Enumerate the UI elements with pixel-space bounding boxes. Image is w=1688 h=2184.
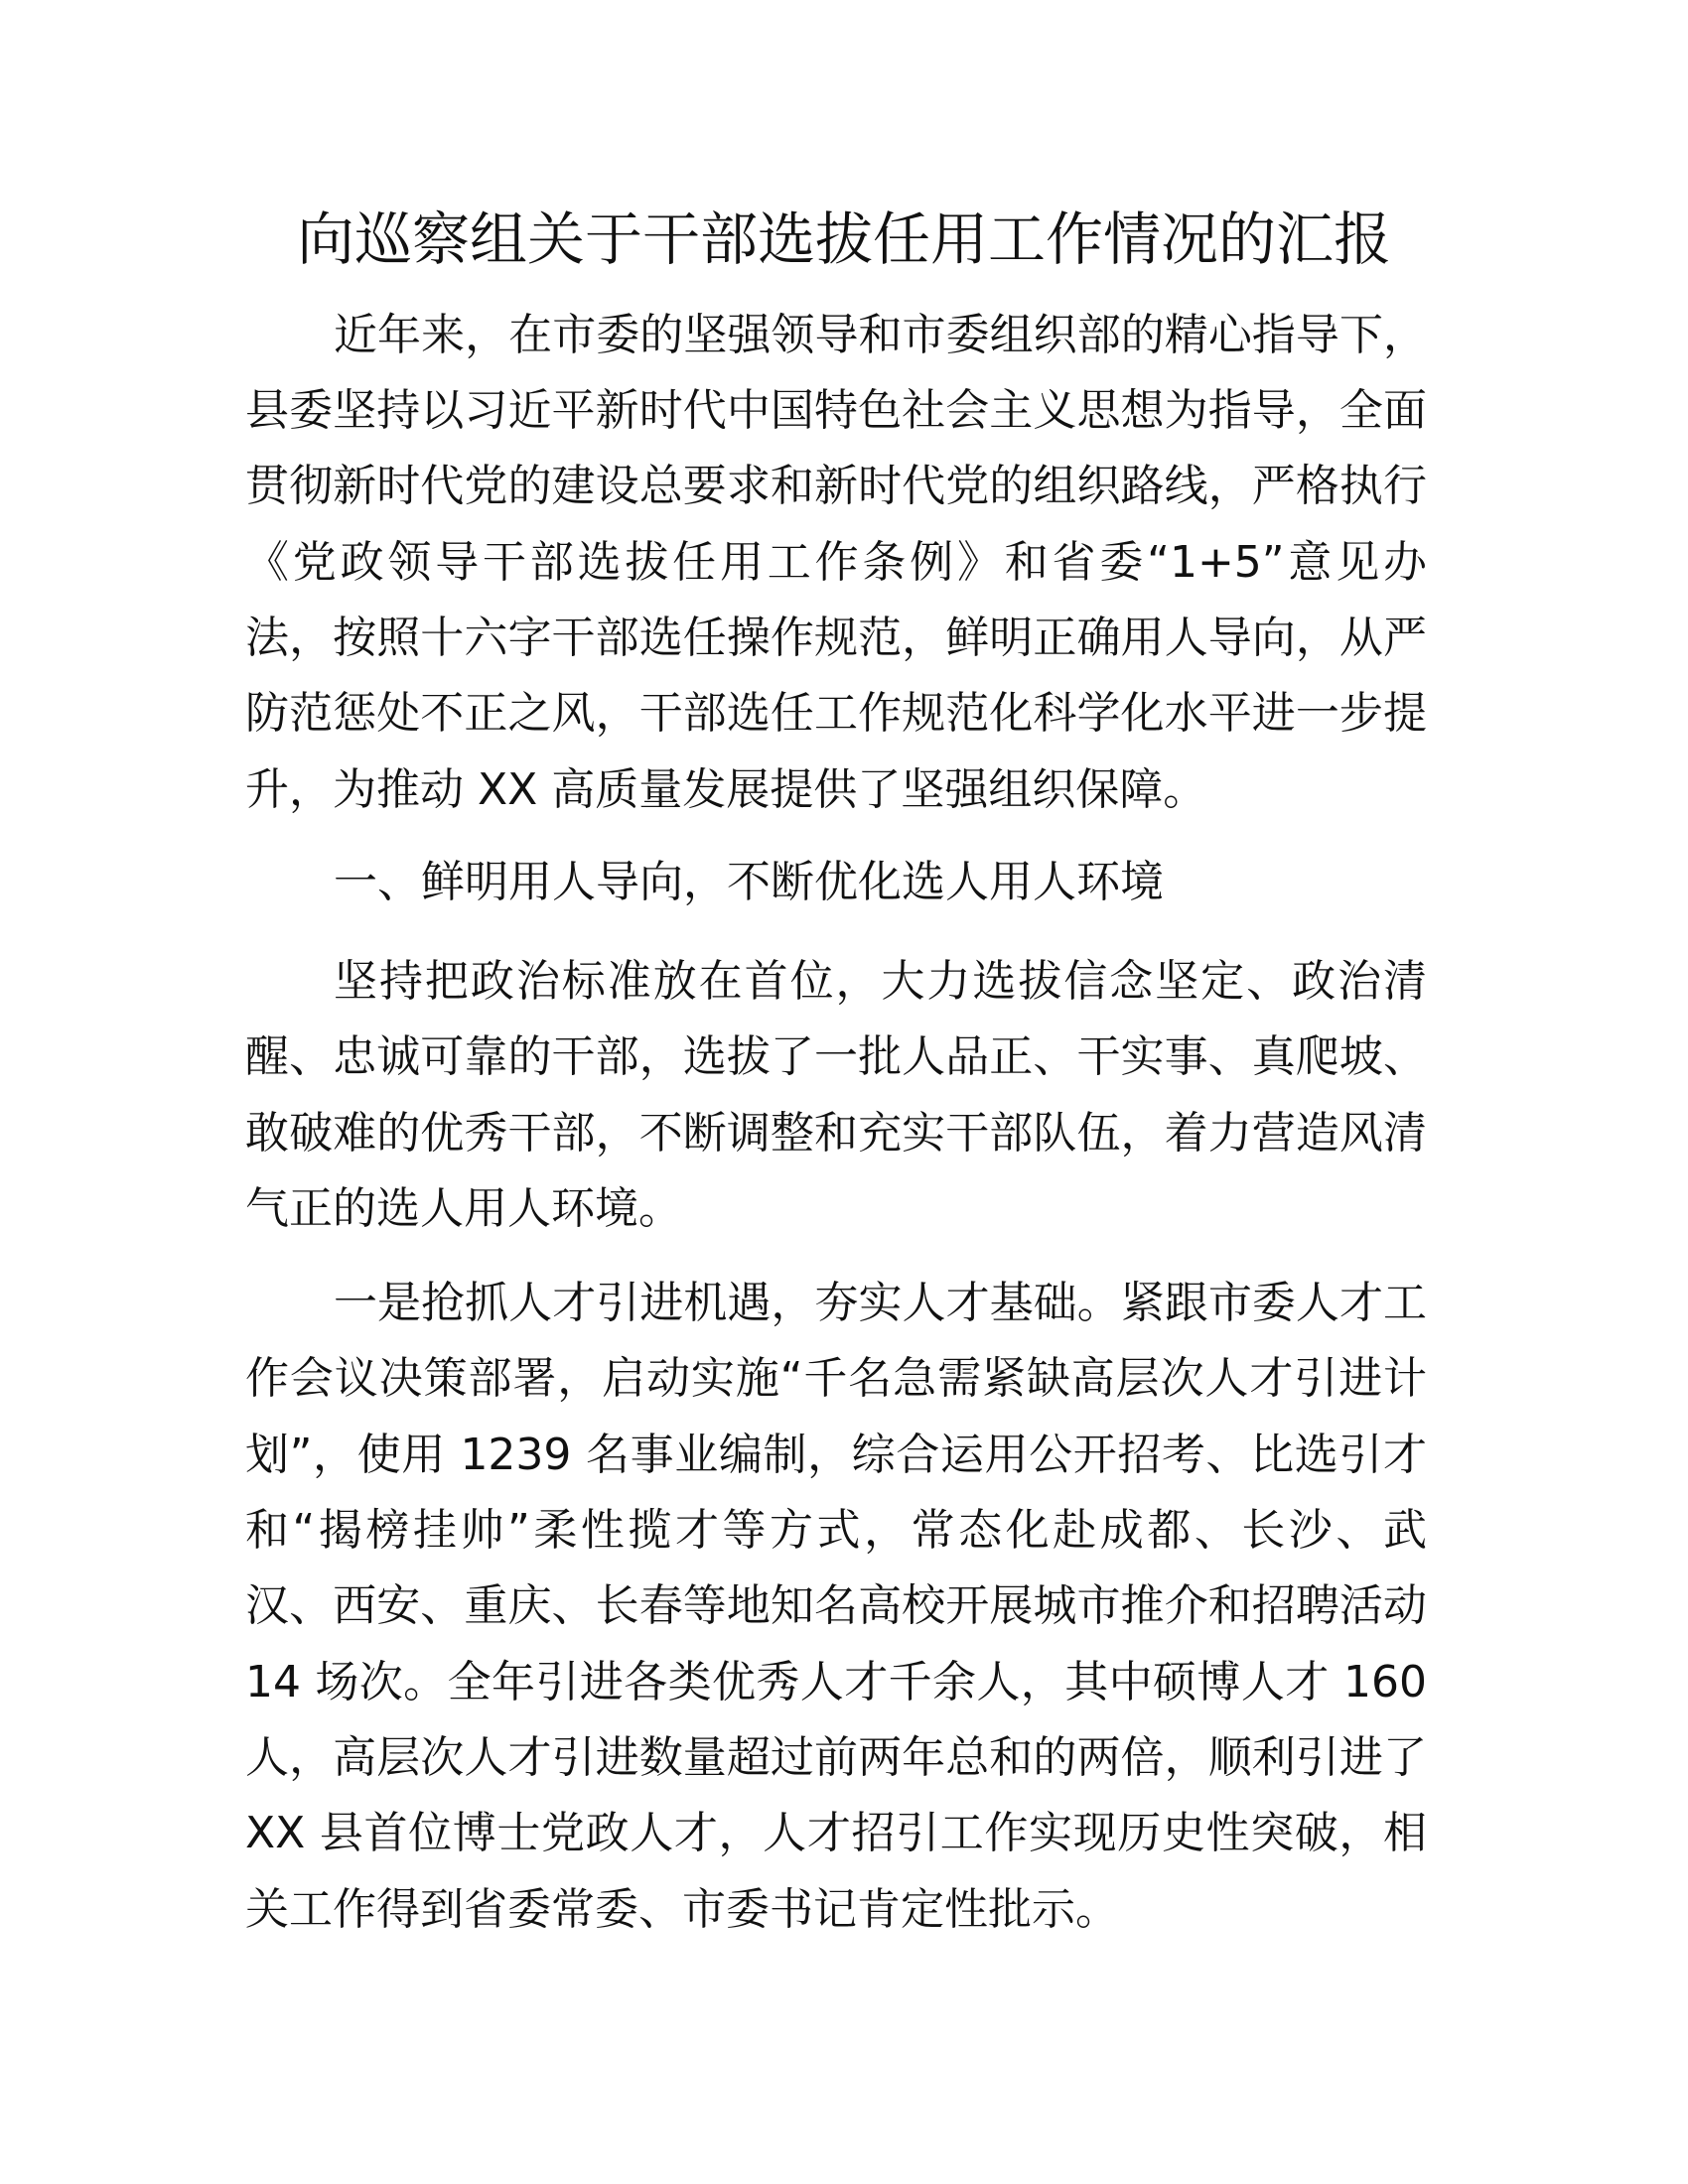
text-line: XX 县首位博士党政人才，人才招引工作实现历史性突破，相 <box>245 1808 1427 1858</box>
text-line: 汉、西安、重庆、长春等地知名高校开展城市推介和招聘活动 <box>245 1580 1427 1631</box>
text-line: 近年来，在市委的坚强领导和市委组织部的精心指导下， <box>334 310 1427 360</box>
text-line: 法，按照十六字干部选任操作规范，鲜明正确用人导向，从严 <box>245 613 1427 663</box>
text-line: 升，为推动 XX 高质量发展提供了坚强组织保障。 <box>245 764 1207 815</box>
document-title: 向巡察组关于干部选拔任用工作情况的汇报 <box>296 205 1391 273</box>
section-heading: 一、鲜明用人导向，不断优化选人用人环境 <box>334 857 1164 907</box>
text-line: 和“揭榜挂帅”柔性揽才等方式，常态化赴成都、长沙、武 <box>245 1505 1427 1556</box>
text-line: 作会议决策部署，启动实施“千名急需紧缺高层次人才引进计 <box>245 1353 1427 1404</box>
text-line: 人，高层次人才引进数量超过前两年总和的两倍，顺利引进了 <box>245 1732 1427 1783</box>
text-line: 醒、忠诚可靠的干部，选拔了一批人品正、干实事、真爬坡、 <box>245 1031 1427 1082</box>
text-line: 气正的选人用人环境。 <box>245 1183 682 1234</box>
text-line: 坚持把政治标准放在首位，大力选拔信念坚定、政治清 <box>334 956 1427 1007</box>
text-line: 一是抢抓人才引进机遇，夯实人才基础。紧跟市委人才工 <box>334 1278 1427 1328</box>
text-line: 划”，使用 1239 名事业编制，综合运用公开招考、比选引才 <box>245 1430 1427 1480</box>
text-line: 贯彻新时代党的建设总要求和新时代党的组织路线，严格执行 <box>245 461 1427 511</box>
text-line: 《党政领导干部选拔任用工作条例》和省委“1+5”意见办 <box>245 537 1427 588</box>
text-line: 关工作得到省委常委、市委书记肯定性批示。 <box>245 1884 1119 1935</box>
text-line: 14 场次。全年引进各类优秀人才千余人，其中硕博人才 160 <box>245 1657 1427 1707</box>
text-line: 县委坚持以习近平新时代中国特色社会主义思想为指导，全面 <box>245 385 1427 436</box>
text-line: 敢破难的优秀干部，不断调整和充实干部队伍，着力营造风清 <box>245 1108 1427 1159</box>
text-line: 防范惩处不正之风，干部选任工作规范化科学化水平进一步提 <box>245 688 1427 739</box>
